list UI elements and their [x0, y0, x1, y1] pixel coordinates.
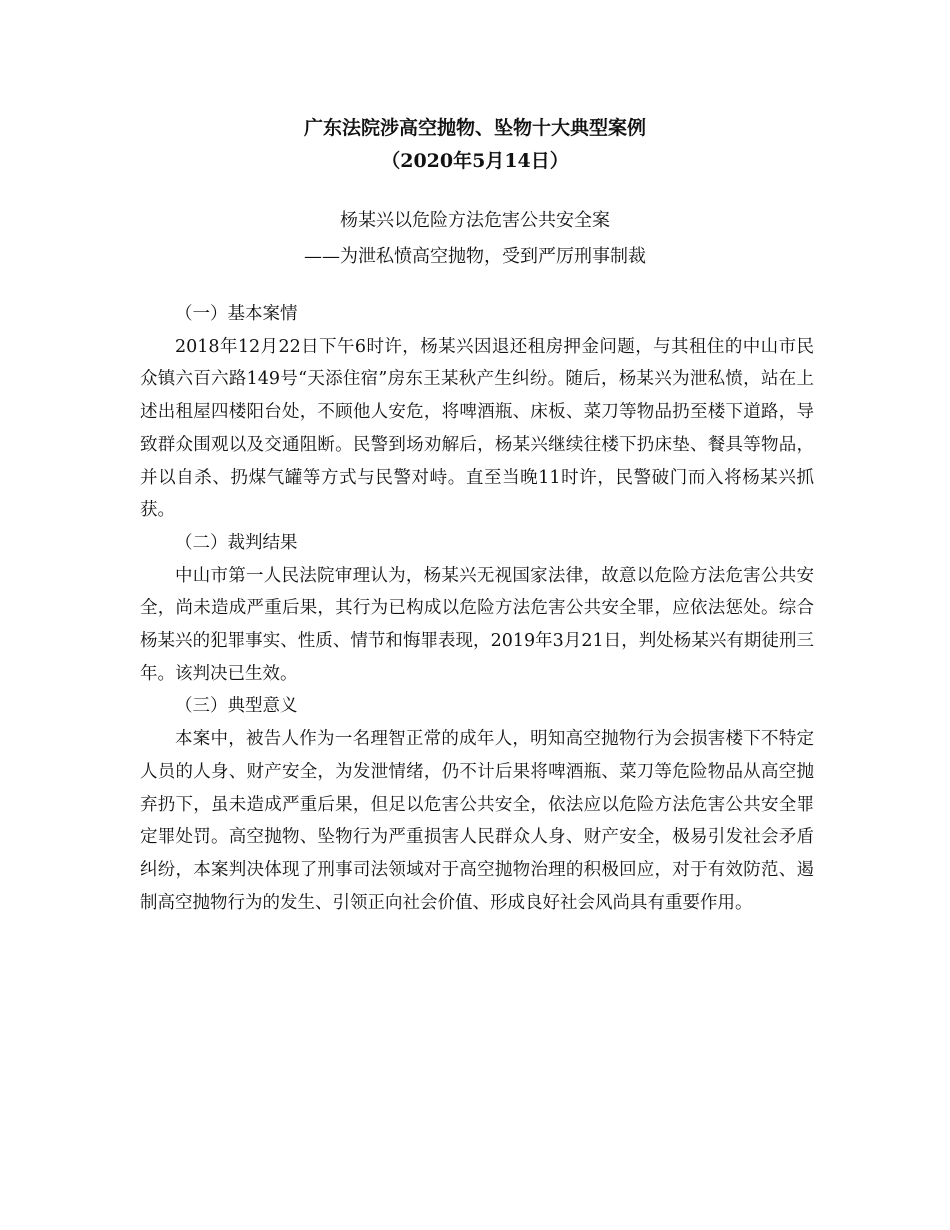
document-body: [140, 298, 814, 919]
section-text-judgment: 中山市第一人民法院审理认为，杨某兴无视国家法律，故意以危险方法危害公共安全，尚未造成严重后果，其行为已构成以危险方法危害公共安全罪，应依法惩处。综合杨某兴的犯罪事实、性质、情节和悔罪表现，2019年3月21日，判处杨某兴有期徒刑三年。该判决已生效。: [140, 565, 814, 684]
section-text-significance: 本案中，被告人作为一名理智正常的成年人，明知高空抛物行为会损害楼下不特定人员的人身、财产安全，为发泄情绪，仍不计后果将啤酒瓶、菜刀等危险物品从高空抛弃扔下，虽未造成严重后果，但足以危害公共安全，依法应以危险方法危害公共安全罪定罪处罚。高空抛物、坠物行为严重损害人民群众人身、财产安全，极易引发社会矛盾纠纷，本案判决体现了刑事司法领域对于高空抛物治理的积极回应，对于有效防范、遏制高空抛物行为的发生、引领正向社会价值、形成良好社会风尚具有重要作用。: [140, 729, 814, 913]
document-title: 广东法院涉高空抛物、坠物十大典型案例: [303, 117, 646, 139]
document-date: （2020年5月14日）: [381, 150, 569, 172]
section-heading-judgment: （二）裁判结果: [175, 532, 298, 553]
section-text-facts: 2018年12月22日下午6时许，杨某兴因退还租房押金问题，与其租住的中山市民众镇六百六路149号“天添住宿”房东王某秋产生纠纷。随后，杨某兴为泄私愤，站在上述出租屋四楼阳台处，不顾他人安危，将啤酒瓶、床板、菜刀等物品扔至楼下道路，导致群众围观以及交通阻断。民警到场劝解后，杨某兴继续往楼下扔床垫、餐具等物品，并以自杀、扔煤气罐等方式与民警对峙。直至当晚11时许，民警破门而入将杨某兴抓获。: [140, 336, 814, 521]
section-heading-facts: （一）基本案情: [175, 304, 298, 324]
section-heading-significance: （三）典型意义: [175, 696, 298, 717]
case-title: 杨某兴以危险方法危害公共安全案: [340, 210, 610, 231]
case-subtitle: ——为泄私愤高空抛物，受到严厉刑事制裁: [304, 246, 646, 267]
